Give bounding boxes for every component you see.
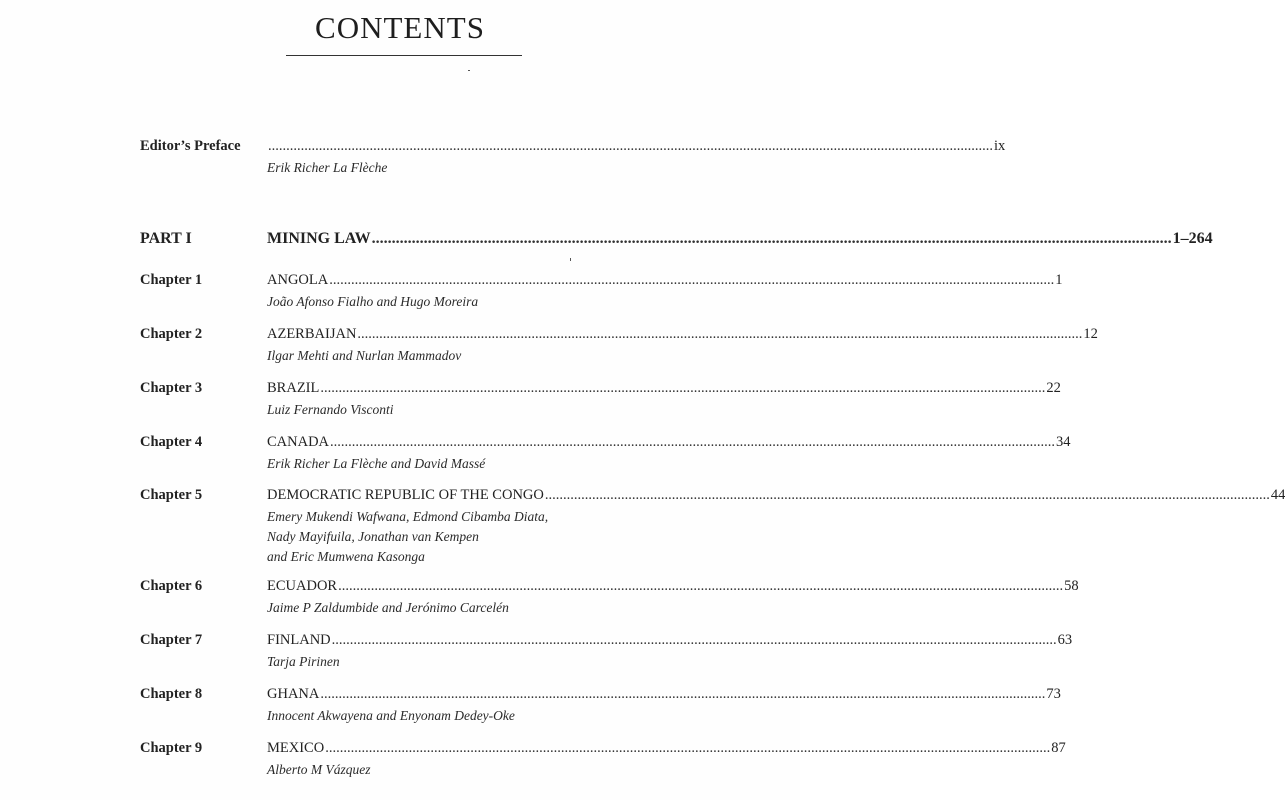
leader-dots: ........................................................................................................................................................................................................ — [268, 138, 993, 154]
leader-dots: ........................................................................................................................................................................................................ — [320, 380, 1046, 396]
page-number: 12 — [1083, 326, 1098, 342]
toc-label: Editor’s Preface — [140, 138, 241, 154]
leader-dots: ........................................................................................................................................................................................................ — [338, 578, 1064, 594]
toc-line — [267, 326, 1098, 346]
leader-dots: ........................................................................................................................................................................................................ — [371, 230, 1172, 247]
title-rule — [286, 55, 522, 56]
toc-line — [267, 578, 1079, 598]
chapter-authors: Jaime P Zaldumbide and Jerónimo Carcelén — [267, 600, 509, 615]
page-number: 1 — [1055, 272, 1063, 288]
chapter-authors: Ilgar Mehti and Nurlan Mammadov — [267, 348, 462, 363]
toc-line — [267, 686, 1061, 706]
chapter-heading: FINLAND — [267, 632, 331, 648]
chapter-heading: DEMOCRATIC REPUBLIC OF THE CONGO — [267, 487, 544, 503]
leader-dots: ........................................................................................................................................................................................................ — [357, 326, 1083, 342]
chapter-heading: AZERBAIJAN — [267, 326, 357, 342]
chapter-label: Chapter 3 — [140, 380, 203, 396]
chapter-heading: ECUADOR — [267, 578, 338, 594]
chapter-label: Chapter 7 — [140, 632, 203, 648]
toc-line — [267, 434, 1071, 454]
toc-line — [267, 138, 1006, 158]
chapter-authors: Innocent Akwayena and Enyonam Dedey-Oke — [267, 708, 515, 723]
chapter-label: Chapter 8 — [140, 686, 203, 702]
leader-dots: ........................................................................................................................................................................................................ — [329, 272, 1055, 288]
page-number: 58 — [1064, 578, 1079, 594]
chapter-heading: CANADA — [267, 434, 330, 450]
scan-speck — [570, 258, 571, 261]
toc-line — [267, 632, 1073, 652]
chapter-label: Chapter 6 — [140, 578, 203, 594]
leader-dots: ........................................................................................................................................................................................................ — [544, 487, 1270, 503]
chapter-authors: Erik Richer La Flèche and David Massé — [267, 456, 486, 471]
toc-line — [267, 740, 1066, 760]
chapter-authors: Nady Mayifuila, Jonathan van Kempen — [267, 529, 479, 544]
chapter-authors: Emery Mukendi Wafwana, Edmond Cibamba Diata, — [267, 509, 549, 524]
page-number: 73 — [1046, 686, 1061, 702]
chapter-label: Chapter 2 — [140, 326, 203, 342]
leader-dots: ........................................................................................................................................................................................................ — [331, 632, 1057, 648]
chapter-label: Chapter 5 — [140, 487, 203, 503]
chapter-authors: Tarja Pirinen — [267, 654, 340, 669]
chapter-heading: MEXICO — [267, 740, 325, 756]
chapter-authors: Alberto M Vázquez — [267, 762, 371, 777]
chapter-heading: ANGOLA — [267, 272, 329, 288]
page-number: 87 — [1051, 740, 1066, 756]
chapter-label: Chapter 1 — [140, 272, 203, 288]
toc-line — [267, 230, 1213, 250]
leader-dots: ........................................................................................................................................................................................................ — [320, 686, 1046, 702]
page-number: ix — [994, 138, 1006, 154]
part-label: PART I — [140, 230, 192, 247]
leader-dots: ........................................................................................................................................................................................................ — [325, 740, 1051, 756]
page-number: 22 — [1046, 380, 1061, 396]
toc-line — [267, 487, 1285, 507]
page-title: CONTENTS — [315, 10, 485, 45]
page-number: 34 — [1056, 434, 1071, 450]
toc-line — [267, 272, 1063, 292]
chapter-label: Chapter 9 — [140, 740, 203, 756]
page-number: 44 — [1270, 487, 1285, 503]
toc-line — [267, 380, 1061, 400]
chapter-heading: GHANA — [267, 686, 320, 702]
page-range: 1–264 — [1172, 230, 1213, 247]
chapter-authors: João Afonso Fialho and Hugo Moreira — [267, 294, 479, 309]
chapter-heading: BRAZIL — [267, 380, 320, 396]
entry-authors: Erik Richer La Flèche — [267, 160, 388, 175]
chapter-authors: and Eric Mumwena Kasonga — [267, 549, 425, 564]
chapter-label: Chapter 4 — [140, 434, 203, 450]
part-heading: MINING LAW — [267, 230, 371, 247]
scan-speck — [468, 70, 470, 71]
leader-dots: ........................................................................................................................................................................................................ — [330, 434, 1056, 450]
chapter-authors: Luiz Fernando Visconti — [267, 402, 394, 417]
page-number: 63 — [1057, 632, 1073, 648]
